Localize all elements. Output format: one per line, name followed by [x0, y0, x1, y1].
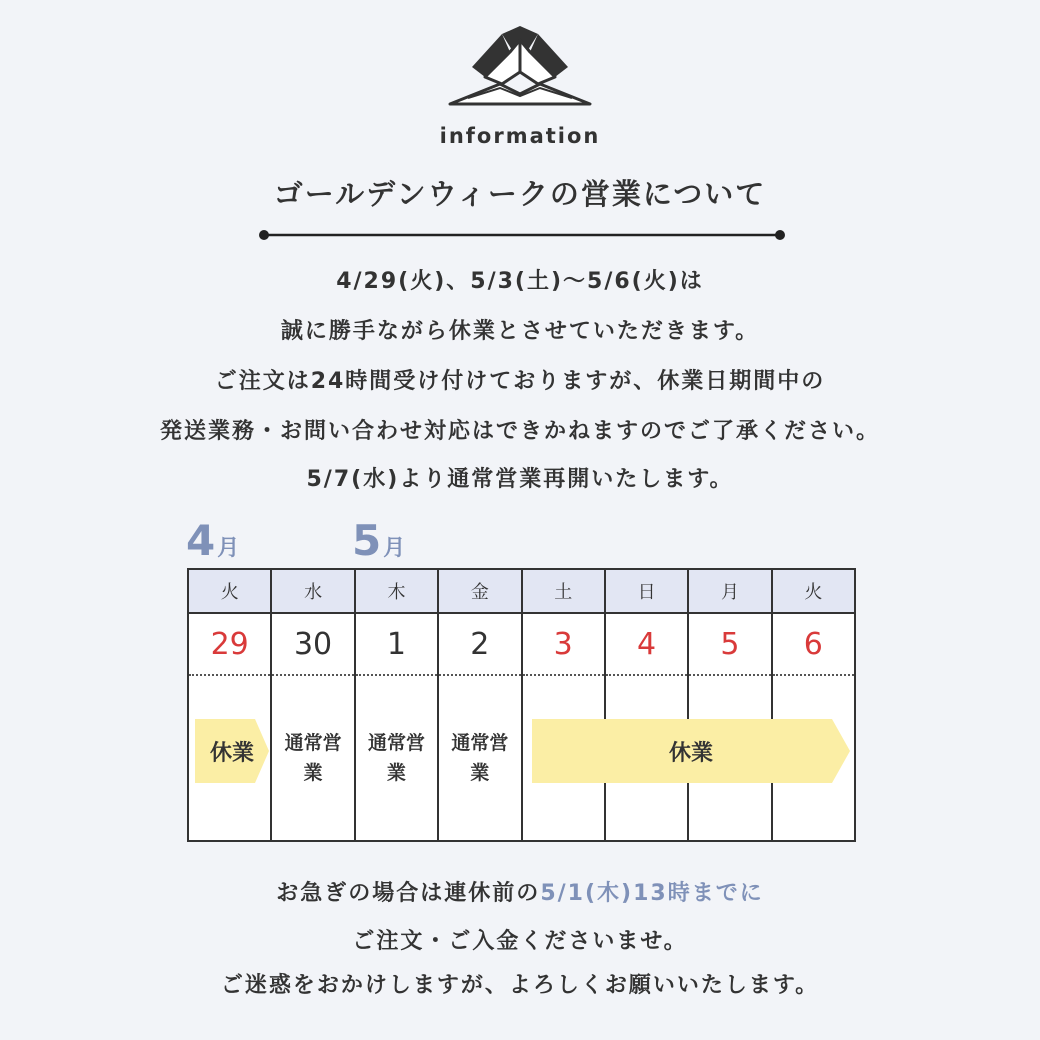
month-unit: 月 [217, 536, 240, 561]
day-of-week: 火 [189, 570, 270, 614]
day-date: 1 [356, 614, 437, 676]
status-text: 通常営業 [451, 732, 509, 784]
notice-line-3: ご注文は24時間受け付けておりますが、休業日期間中の [214, 369, 826, 394]
status-text: 通常営業 [367, 732, 425, 784]
status-text: 通常営業 [284, 732, 342, 784]
footer-line-3: ご迷惑をおかけしますが、よろしくお願いいたします。 [220, 973, 820, 998]
day-date: 4 [606, 614, 687, 676]
closed-banner [532, 719, 850, 783]
deadline-highlight: 5/1(木)13時までに [540, 881, 764, 906]
day-date: 3 [523, 614, 604, 676]
calendar-day [356, 570, 439, 840]
closed-banner [195, 719, 269, 783]
day-of-week: 月 [689, 570, 770, 614]
day-of-week: 水 [272, 570, 353, 614]
day-of-week: 金 [439, 570, 520, 614]
day-status [356, 676, 437, 840]
calendar-day [773, 570, 854, 840]
day-of-week: 火 [773, 570, 854, 614]
notice-line-1: 4/29(火)、5/3(土)〜5/6(火)は [336, 269, 704, 294]
calendar-day [523, 570, 606, 840]
calendar-day [606, 570, 689, 840]
month-label-april [186, 516, 239, 565]
information-label: information [439, 124, 601, 148]
footer-line-1 [0, 876, 1040, 907]
kabuto-icon [440, 22, 600, 117]
calendar-day [272, 570, 355, 840]
title-divider [258, 228, 786, 242]
day-status [272, 676, 353, 840]
calendar-day [689, 570, 772, 840]
notice-line-5: 5/7(水)より通常営業再開いたします。 [306, 467, 734, 492]
day-of-week: 木 [356, 570, 437, 614]
calendar-day [189, 570, 272, 840]
page-title: ゴールデンウィークの営業について [273, 177, 767, 211]
month-unit: 月 [383, 536, 406, 561]
day-date: 2 [439, 614, 520, 676]
notice-line-2: 誠に勝手ながら休業とさせていただきます。 [280, 319, 760, 344]
footer-line-2: ご注文・ご入金くださいませ。 [352, 929, 688, 954]
calendar-day [439, 570, 522, 840]
day-of-week: 土 [523, 570, 604, 614]
day-of-week: 日 [606, 570, 687, 614]
day-status [439, 676, 520, 840]
month-number: 5 [352, 516, 382, 565]
calendar-table [187, 568, 856, 842]
day-date: 29 [189, 614, 270, 676]
footer-prefix: お急ぎの場合は連休前の [276, 881, 541, 906]
day-date: 5 [689, 614, 770, 676]
notice-line-4: 発送業務・お問い合わせ対応はできかねますのでご了承ください。 [159, 419, 880, 444]
month-label-may [352, 516, 405, 565]
day-date: 6 [773, 614, 854, 676]
closed-label: 休業 [209, 740, 254, 766]
month-number: 4 [186, 516, 216, 565]
closed-label: 休業 [668, 740, 713, 766]
day-date: 30 [272, 614, 353, 676]
